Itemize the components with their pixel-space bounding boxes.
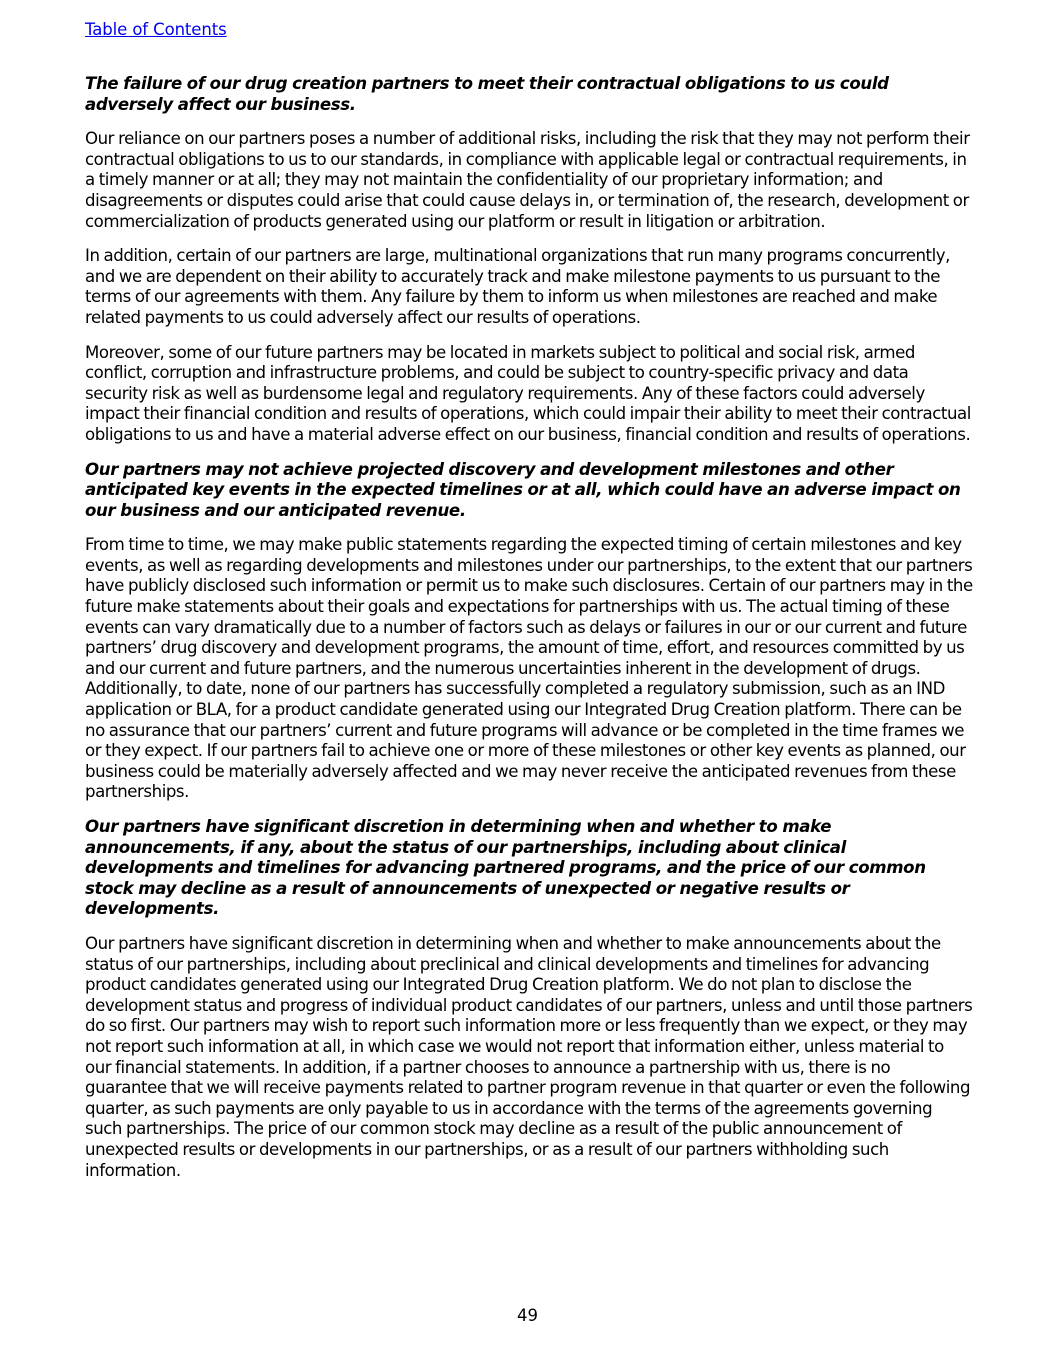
- page-number: 49: [517, 1306, 538, 1325]
- risk-factor-section: [85, 460, 973, 804]
- section-heading: The failure of our drug creation partners to meet their contractual obligations to us could adversely affect our business.: [85, 74, 889, 114]
- body-paragraph: Our partners have significant discretion in determining when and whether to make announcements about the status of our partnerships, including about preclinical and clinical developments and timelines for advancing product candidates generated using our Integrated Drug Creation platform. We do not plan to disclose the development status and progress of individual product candidates of our partners, unless and until those partners do so first. Our partners may wish to report such information more or less frequently than we expect, or they may not report such information at all, in which case we would not report that information either, unless material to our financial statements. In addition, if a partner chooses to announce a partnership with us, there is no guarantee that we will receive payments related to partner program revenue in that quarter or even the following quarter, as such payments are only payable to us in accordance with the terms of the agreements governing such partnerships. The price of our common stock may decline as a result of the public announcement of unexpected results or developments in our partnerships, or as a result of our partners withholding such information.: [85, 933, 973, 1180]
- body-paragraph: Moreover, some of our future partners may be located in markets subject to political and social risk, armed conflict, corruption and infrastructure problems, and could be subject to country-specific privacy and data security risk as well as burdensome legal and regulatory requirements. Any of these factors could adversely impact their financial condition and results of operations, which could impair their ability to meet their contractual obligations to us and have a material adverse effect on our business, financial condition and results of operations.: [85, 342, 971, 444]
- document-body: [85, 74, 973, 1195]
- body-paragraph: From time to time, we may make public statements regarding the expected timing of certain milestones and key events, as well as regarding developments and milestones under our partnerships, to the extent that our partners have publicly disclosed such information or permit us to make such disclosures. Certain of our partners may in the future make statements about their goals and expectations for partnerships with us. The actual timing of these events can vary dramatically due to a number of factors such as delays or failures in our or our current and future partners’ drug discovery and development programs, the amount of time, effort, and resources committed by us and our current and future partners, and the numerous uncertainties inherent in the development of drugs. Additionally, to date, none of our partners has successfully completed a regulatory submission, such as an IND application or BLA, for a product candidate generated using our Integrated Drug Creation platform. There can be no assurance that our partners’ current and future programs will advance or be completed in the time frames we or they expect. If our partners fail to achieve one or more of these milestones or other key events as planned, our business could be materially adversely affected and we may never receive the anticipated revenues from these partnerships.: [85, 535, 973, 802]
- body-paragraph: Our reliance on our partners poses a number of additional risks, including the risk that they may not perform their contractual obligations to us to our standards, in compliance with applicable legal or contractual requirements, in a timely manner or at all; they may not maintain the confidentiality of our proprietary information; and disagreements or disputes could arise that could cause delays in, or termination of, the research, development or commercialization of products generated using our platform or result in litigation or arbitration.: [85, 129, 970, 231]
- section-heading: Our partners have significant discretion in determining when and whether to make announcements, if any, about the status of our partnerships, including about clinical developments and timelines for advancing partnered programs, and the price of our common stock may decline as a result of announcements of unexpected or negative results or developments.: [85, 817, 926, 919]
- risk-factor-section: [85, 817, 973, 1181]
- table-of-contents-link[interactable]: Table of Contents: [85, 20, 227, 39]
- section-heading: Our partners may not achieve projected discovery and development milestones and other anticipated key events in the expected timelines or at all, which could have an adverse impact on our business and our anticipated revenue.: [85, 459, 961, 520]
- risk-factor-section: [85, 74, 973, 446]
- body-paragraph: In addition, certain of our partners are large, multinational organizations that run many programs concurrently, and we are dependent on their ability to accurately track and make milestone payments to us pursuant to the terms of our agreements with them. Any failure by them to inform us when milestones are reached and make related payments to us could adversely affect our results of operations.: [85, 246, 950, 327]
